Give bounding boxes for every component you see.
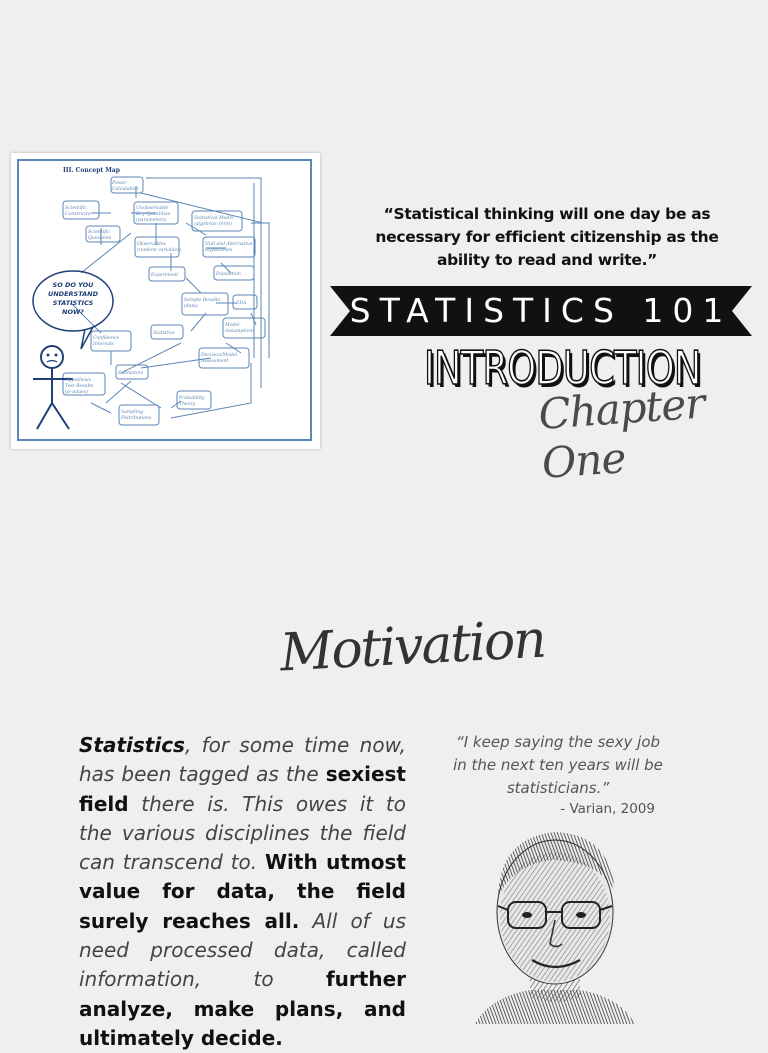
body-text-4: there is. This owes it to the various disciplines the field can transcend to. — [79, 791, 406, 875]
body-text-6: All of us need processed data, called information, to — [79, 908, 406, 992]
concept-map-image — [11, 153, 320, 449]
svg-text:Sampling: Sampling — [121, 410, 144, 415]
svg-text:Experiment: Experiment — [151, 273, 179, 278]
svg-text:Confidence: Confidence — [93, 336, 120, 341]
svg-text:Intervals: Intervals — [93, 342, 114, 347]
svg-text:Questions: Questions — [88, 236, 112, 241]
svg-text:Estimators: Estimators — [118, 371, 144, 376]
svg-text:Scientific: Scientific — [88, 230, 110, 235]
body-strong-7: further analyze, make plans, and ultimately decide. — [79, 967, 406, 1050]
svg-text:Decision/Model: Decision/Model — [201, 353, 238, 358]
statistical-thinking-quote: “Statistical thinking will one day be as necessary for efficient citizenship as the ability to read and write.” — [375, 205, 719, 269]
svg-text:Null and Alternative: Null and Alternative — [205, 242, 253, 247]
svg-text:Constructs: Constructs — [65, 212, 91, 217]
quote-attribution: - Varian, 2009 — [560, 801, 655, 817]
body-text-2: , for some time now, has been tagged as the — [79, 733, 406, 787]
svg-text:Key Quantities: Key Quantities — [136, 212, 171, 217]
body-strong-5: With utmost value for data, the field surely reaches all. — [79, 850, 406, 933]
concept-map-diagram — [11, 153, 320, 449]
body-strong-1: Statistics — [79, 733, 185, 757]
svg-text:SO DO YOU: SO DO YOU — [52, 281, 94, 289]
svg-text:(algebraic form): (algebraic form) — [194, 222, 232, 227]
svg-text:Observables: Observables — [137, 242, 166, 247]
introduction-title: INTRODUCTION — [424, 341, 701, 395]
svg-text:Assumptions: Assumptions — [225, 329, 255, 334]
svg-text:Assessment: Assessment — [201, 359, 229, 364]
svg-text:Hypotheses: Hypotheses — [205, 248, 233, 253]
svg-text:Model: Model — [225, 323, 240, 328]
svg-text:Population: Population — [216, 272, 241, 277]
svg-text:NOW?: NOW? — [62, 308, 84, 316]
svg-text:Power: Power — [112, 181, 127, 186]
svg-text:STATISTICS: STATISTICS — [52, 299, 94, 307]
svg-text:Probability: Probability — [179, 396, 205, 401]
motivation-paragraph — [79, 731, 406, 1053]
svg-text:Unobservable: Unobservable — [136, 206, 169, 211]
svg-text:(random variables): (random variables) — [137, 248, 182, 253]
varian-quote: “I keep saying the sexy job in the next ten years will be statisticians.” — [453, 733, 663, 797]
chapter-label: Chapter One — [536, 378, 706, 488]
svg-text:Calculation: Calculation — [112, 187, 139, 192]
svg-text:Sample Results: Sample Results — [184, 298, 220, 303]
svg-text:Distributions: Distributions — [121, 416, 152, 421]
body-strong-3: sexiest field — [79, 762, 406, 816]
banner-title: STATISTICS 101 — [349, 291, 733, 330]
svg-text:(parameters): (parameters) — [136, 218, 167, 223]
svg-text:Theory: Theory — [179, 402, 196, 407]
section-heading: Motivation — [278, 609, 547, 684]
portrait-illustration — [470, 822, 640, 1024]
svg-text:(p-values): (p-values) — [65, 390, 88, 395]
svg-text:(data): (data) — [184, 304, 198, 309]
svg-text:Statistics: Statistics — [153, 331, 175, 336]
svg-text:Test Results: Test Results — [65, 384, 94, 389]
svg-text:Statistical Model: Statistical Model — [194, 216, 234, 221]
svg-text:III. Concept Map: III. Concept Map — [63, 167, 120, 174]
svg-text:EDA: EDA — [236, 301, 247, 306]
svg-text:Hypothesis: Hypothesis — [65, 378, 92, 383]
svg-text:UNDERSTAND: UNDERSTAND — [47, 290, 99, 298]
svg-text:Scientific: Scientific — [65, 206, 87, 211]
